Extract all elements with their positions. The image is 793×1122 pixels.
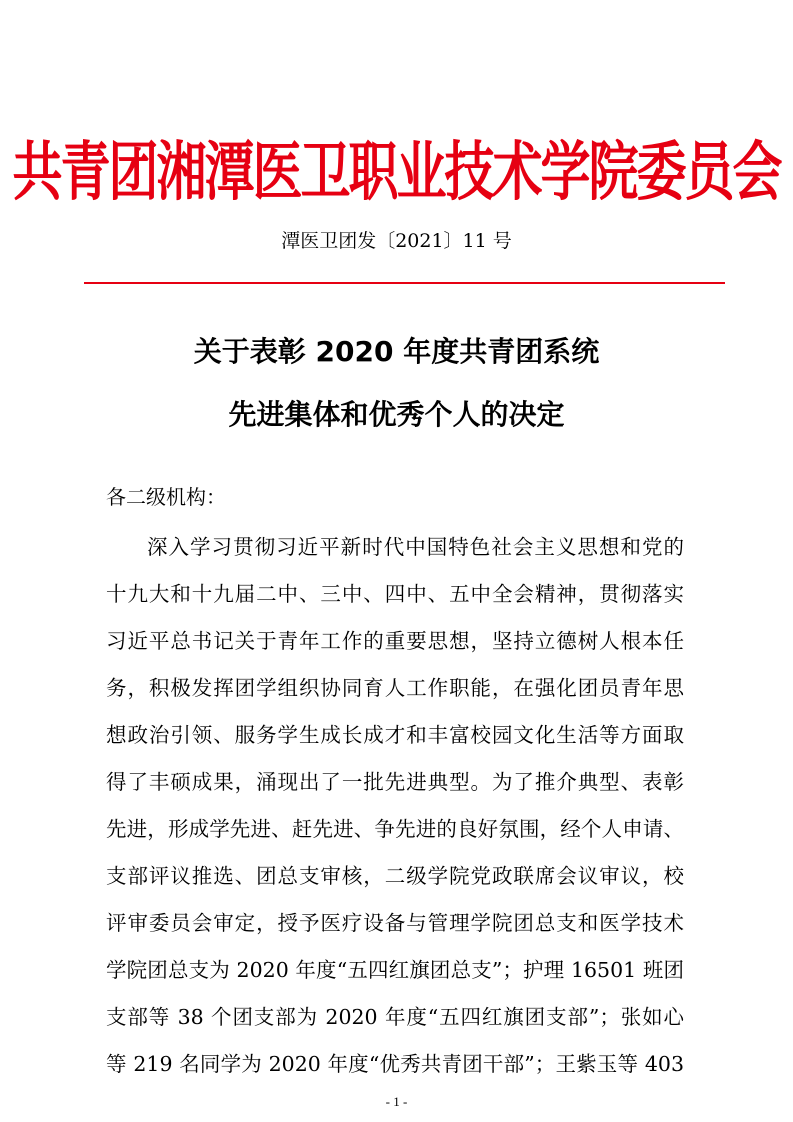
issuing-organization-title: 共青团湘潭医卫职业技术学院委员会: [12, 133, 781, 210]
body-line: 学院团总支为 2020 年度“五四红旗团总支”；护理 16501 班团: [106, 958, 684, 982]
body-line: 习近平总书记关于青年工作的重要思想，坚持立德树人根本任: [106, 629, 684, 653]
body-line: 务，积极发挥团学组织协同育人工作职能，在强化团员青年思: [106, 676, 684, 700]
document-number: 潭医卫团发〔2021〕11 号: [281, 230, 512, 252]
document-title-line-1: 关于表彰 2020 年度共青团系统: [193, 335, 600, 368]
body-line: 十九大和十九届二中、三中、四中、五中全会精神，贯彻落实: [106, 582, 684, 606]
body-line: 先进，形成学先进、赶先进、争先进的良好氛围，经个人申请、: [106, 817, 684, 841]
body-line: 深入学习贯彻习近平新时代中国特色社会主义思想和党的: [147, 535, 684, 559]
salutation: 各二级机构：: [106, 485, 226, 509]
body-line: 等 219 名同学为 2020 年度“优秀共青团干部”；王紫玉等 403: [106, 1052, 684, 1076]
page-number: - 1 -: [385, 1094, 408, 1109]
body-line: 评审委员会审定，授予医疗设备与管理学院团总支和医学技术: [106, 911, 684, 935]
body-line: 得了丰硕成果，涌现出了一批先进典型。为了推介典型、表彰: [106, 770, 684, 794]
body-line: 支部等 38 个团支部为 2020 年度“五四红旗团支部”；张如心: [106, 1005, 684, 1029]
document-title-line-2: 先进集体和优秀个人的决定: [228, 398, 565, 431]
body-line: 想政治引领、服务学生成长成才和丰富校园文化生活等方面取: [106, 723, 684, 747]
body-line: 支部评议推选、团总支审核，二级学院党政联席会议审议，校: [106, 864, 684, 888]
red-divider-line: [84, 282, 725, 284]
